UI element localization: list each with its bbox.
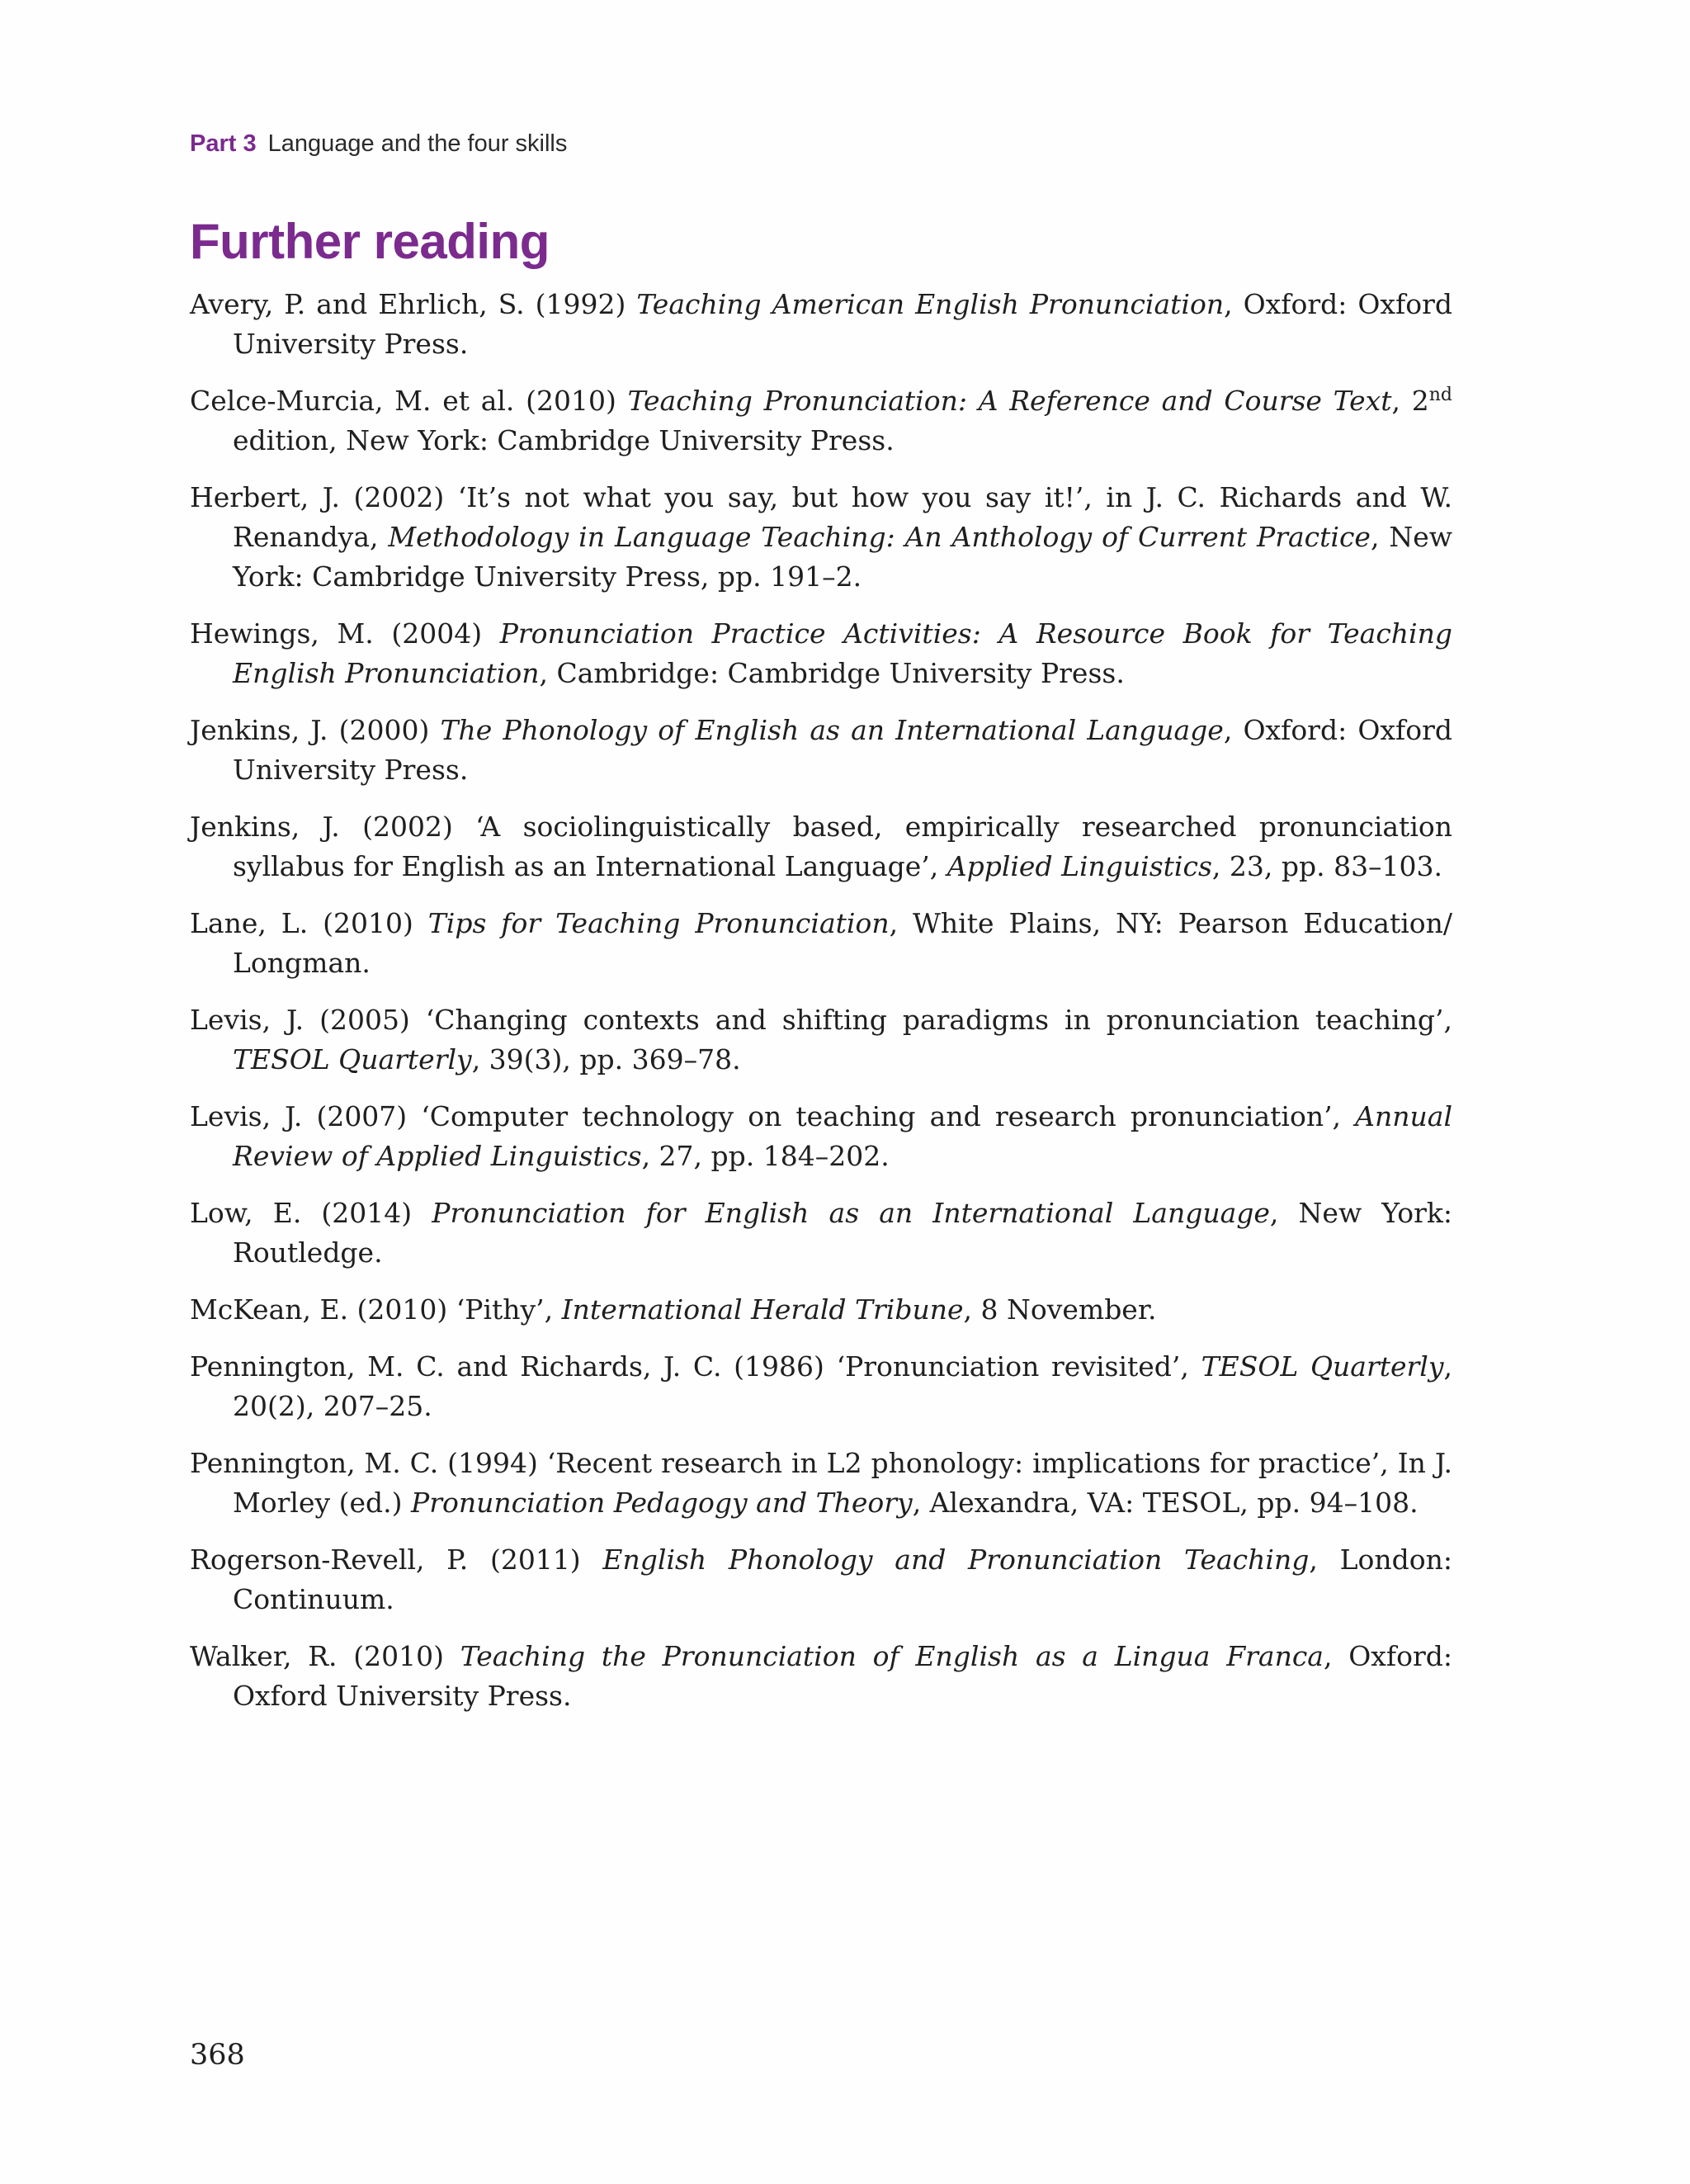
reference-publisher: , Oxford: Oxford University Press. <box>233 288 1452 360</box>
reference-item <box>190 478 1452 597</box>
reference-title: The Phonology of English as an International Language <box>440 714 1224 746</box>
reference-title: English Phonology and Pronunciation Teaching <box>602 1543 1310 1576</box>
reference-title: Pronunciation for English as an International Language <box>432 1197 1270 1229</box>
running-head-part: Part 3 <box>190 130 257 157</box>
reference-item <box>190 1347 1452 1426</box>
reference-publisher: edition, New York: Cambridge University Press. <box>233 424 895 456</box>
reference-author: Pennington, M. C. (1994) ‘Recent research in L2 phonology: implications for practice’, In J. Morley (ed.) <box>190 1447 1452 1519</box>
reference-author: Celce-Murcia, M. et al. (2010) <box>190 385 628 417</box>
reference-title: Applied Linguistics <box>946 850 1212 882</box>
reference-publisher: , Cambridge: Cambridge University Press. <box>539 657 1125 689</box>
reference-item <box>190 1194 1452 1273</box>
reference-item <box>190 807 1452 886</box>
reference-item <box>190 1097 1452 1176</box>
reference-author: McKean, E. (2010) ‘Pithy’, <box>190 1293 562 1326</box>
reference-publisher: , Oxford: Oxford University Press. <box>233 1640 1452 1712</box>
reference-author: Levis, J. (2007) ‘Computer technology on teaching and research pronunciation’, <box>190 1100 1356 1132</box>
reference-title: International Herald Tribune <box>561 1293 964 1326</box>
reference-item <box>190 1540 1452 1619</box>
reference-author: Avery, P. and Ehrlich, S. (1992) <box>190 288 637 320</box>
reference-author: Jenkins, J. (2002) ‘A sociolinguistically based, empirically researched pronunciation syllabus for English as an International Language’, <box>190 811 1452 882</box>
reference-publisher: , 8 November. <box>963 1293 1157 1326</box>
reference-publisher: , White Plains, NY: Pearson Education/ Longman. <box>233 907 1453 979</box>
reference-item <box>190 381 1452 461</box>
reference-author: Rogerson-Revell, P. (2011) <box>190 1543 603 1576</box>
reference-item <box>190 1637 1452 1716</box>
reference-publisher: , London: Continuum. <box>233 1543 1452 1615</box>
reference-title: TESOL Quarterly <box>233 1043 472 1075</box>
reference-title: Pronunciation Pedagogy and Theory <box>411 1487 913 1519</box>
page-number: 368 <box>190 2039 245 2072</box>
running-head <box>190 130 567 158</box>
reference-author: Walker, R. (2010) <box>190 1640 460 1672</box>
reference-author: Lane, L. (2010) <box>190 907 428 939</box>
reference-item <box>190 614 1452 693</box>
reference-publisher: , Oxford: Oxford University Press. <box>233 714 1452 786</box>
reference-title: Pronunciation Practice Activities: A Resource Book for Teaching English Pronunciation <box>233 617 1452 689</box>
reference-author: Low, E. (2014) <box>190 1197 432 1229</box>
reference-title: Teaching the Pronunciation of English as a Lingua Franca <box>460 1640 1324 1672</box>
reference-title: Teaching American English Pronunciation <box>636 288 1225 320</box>
reference-item <box>190 1444 1452 1523</box>
reference-list <box>190 285 1452 1733</box>
running-head-title: Language and the four skills <box>267 130 568 157</box>
reference-author: Levis, J. (2005) ‘Changing contexts and shifting paradigms in pronunciation teaching’, <box>190 1004 1452 1036</box>
reference-publisher: , Alexandra, VA: TESOL, pp. 94–108. <box>912 1487 1419 1519</box>
reference-publisher: , 27, pp. 184–202. <box>641 1140 890 1172</box>
reference-title: Tips for Teaching Pronunciation <box>427 907 890 939</box>
reference-publisher: , New York: Cambridge University Press, pp. 191–2. <box>233 521 1452 593</box>
reference-item <box>190 904 1452 983</box>
reference-author: Pennington, M. C. and Richards, J. C. (1986) ‘Pronunciation revisited’, <box>190 1350 1201 1383</box>
reference-author: Jenkins, J. (2000) <box>190 714 441 746</box>
reference-item <box>190 1000 1452 1080</box>
reference-item <box>190 711 1452 790</box>
reference-author: Hewings, M. (2004) <box>190 617 500 650</box>
reference-edition-suffix: nd <box>1428 385 1452 405</box>
reference-item <box>190 1290 1452 1330</box>
reference-publisher: , New York: Routledge. <box>233 1197 1452 1269</box>
section-title: Further reading <box>190 214 550 269</box>
reference-publisher: , 39(3), pp. 369–78. <box>471 1043 741 1075</box>
reference-title: Teaching Pronunciation: A Reference and Course Text <box>627 385 1392 417</box>
reference-item <box>190 285 1452 364</box>
reference-publisher: , 23, pp. 83–103. <box>1211 850 1443 882</box>
reference-author: Herbert, J. (2002) ‘It’s not what you say, but how you say it!’, in J. C. Richards and W. Renandya, <box>190 481 1452 553</box>
reference-title: Methodology in Language Teaching: An Anthology of Current Practice <box>388 521 1371 553</box>
reference-title: TESOL Quarterly <box>1201 1350 1444 1383</box>
reference-edition: , 2 <box>1391 385 1429 417</box>
reference-title: Annual Review of Applied Linguistics <box>233 1100 1452 1172</box>
reference-publisher: , 20(2), 207–25. <box>233 1350 1452 1422</box>
